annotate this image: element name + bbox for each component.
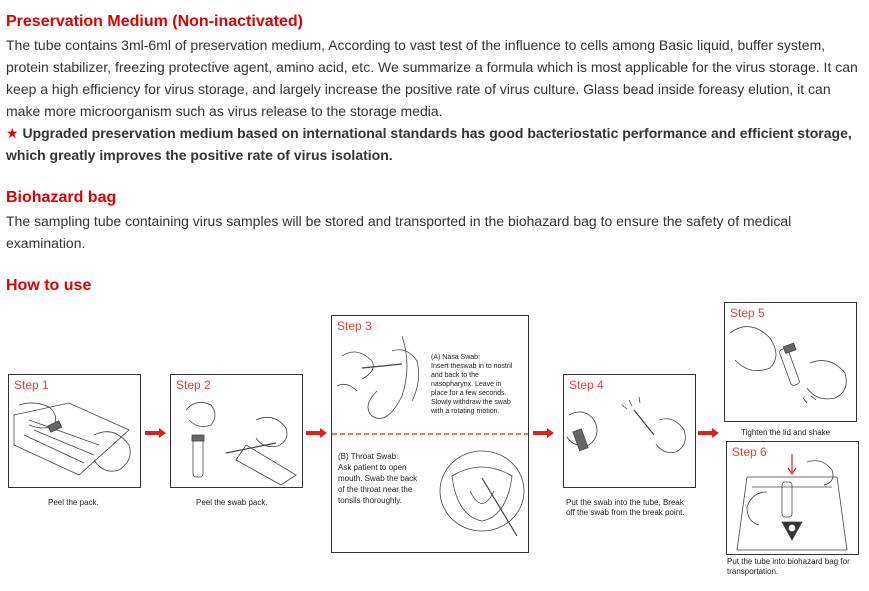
highlight-text: Upgraded preservation medium based on international standards has good bacteriostatic performance and efficient storage, which greatly improves the positive rate of virus isolation. bbox=[6, 125, 852, 163]
swab-technique-illustration bbox=[332, 316, 528, 552]
step4-caption: Put the swab into the tube, Break off the swab from the break point. bbox=[566, 498, 685, 517]
step1-caption: Peel the pack. bbox=[48, 498, 99, 507]
nasal-swab-text: (A) Nasa Swab: Insert theswab in to nostril and back to the nasopharynx. Leave in place for a few seconds. Slowly withdraw the swab with a rotating motion. bbox=[431, 354, 513, 415]
step5-label: Step 5 bbox=[730, 306, 765, 320]
biohazard-body: The sampling tube containing virus samples will be stored and transported in the biohazard bag to ensure the safety of medical examination. bbox=[6, 213, 792, 251]
arrow-right-icon bbox=[145, 428, 167, 438]
step2-label: Step 2 bbox=[176, 378, 211, 392]
step5-panel bbox=[724, 302, 857, 422]
arrow-right-icon bbox=[306, 428, 328, 438]
biohazard-title: Biohazard bag bbox=[6, 189, 117, 206]
step4-label: Step 4 bbox=[569, 378, 604, 392]
step3-label: Step 3 bbox=[337, 319, 372, 333]
step5-caption: Tighten the lid and shake bbox=[741, 428, 831, 437]
throat-swab-text: (B) Throat Swab: Ask patient to open mouth. Swab the back of the throat near the tonsils thoroughly. bbox=[338, 452, 418, 505]
step1-panel bbox=[8, 374, 141, 488]
biohazard-bag-illustration bbox=[727, 442, 858, 554]
tighten-lid-illustration bbox=[725, 303, 856, 421]
step1-label: Step 1 bbox=[14, 378, 49, 392]
break-swab-illustration bbox=[564, 375, 695, 487]
star-icon: ★ bbox=[6, 125, 19, 141]
step6-label: Step 6 bbox=[732, 445, 767, 459]
step6-caption: Put the tube into biohazard bag for transportation. bbox=[727, 557, 850, 576]
step2-panel bbox=[170, 374, 303, 488]
swab-pack-illustration bbox=[171, 375, 302, 487]
step6-panel bbox=[726, 441, 859, 555]
arrow-right-icon bbox=[533, 428, 555, 438]
step4-panel bbox=[563, 374, 696, 488]
howto-title: How to use bbox=[6, 277, 92, 294]
preservation-body: The tube contains 3ml-6ml of preservation medium, According to vast test of the influence to cells among Basic liquid, buffer system, protein stabilizer, freezing protective agent, amino acid, etc. We summarize a formula which is most applicable for the virus storage. It can keep a high efficiency for virus storage, and largely increase the positive rate of virus culture. Glass bead inside foreasy elution, it can make more microorganism such as virus release to the storage media. bbox=[6, 37, 858, 119]
peel-pack-illustration bbox=[9, 375, 140, 487]
preservation-highlight bbox=[6, 122, 861, 166]
preservation-title: Preservation Medium (Non-inactivated) bbox=[6, 13, 303, 30]
arrow-right-icon bbox=[698, 428, 720, 438]
step3-panel bbox=[331, 315, 529, 553]
step2-caption: Peel the swab pack. bbox=[196, 498, 268, 507]
